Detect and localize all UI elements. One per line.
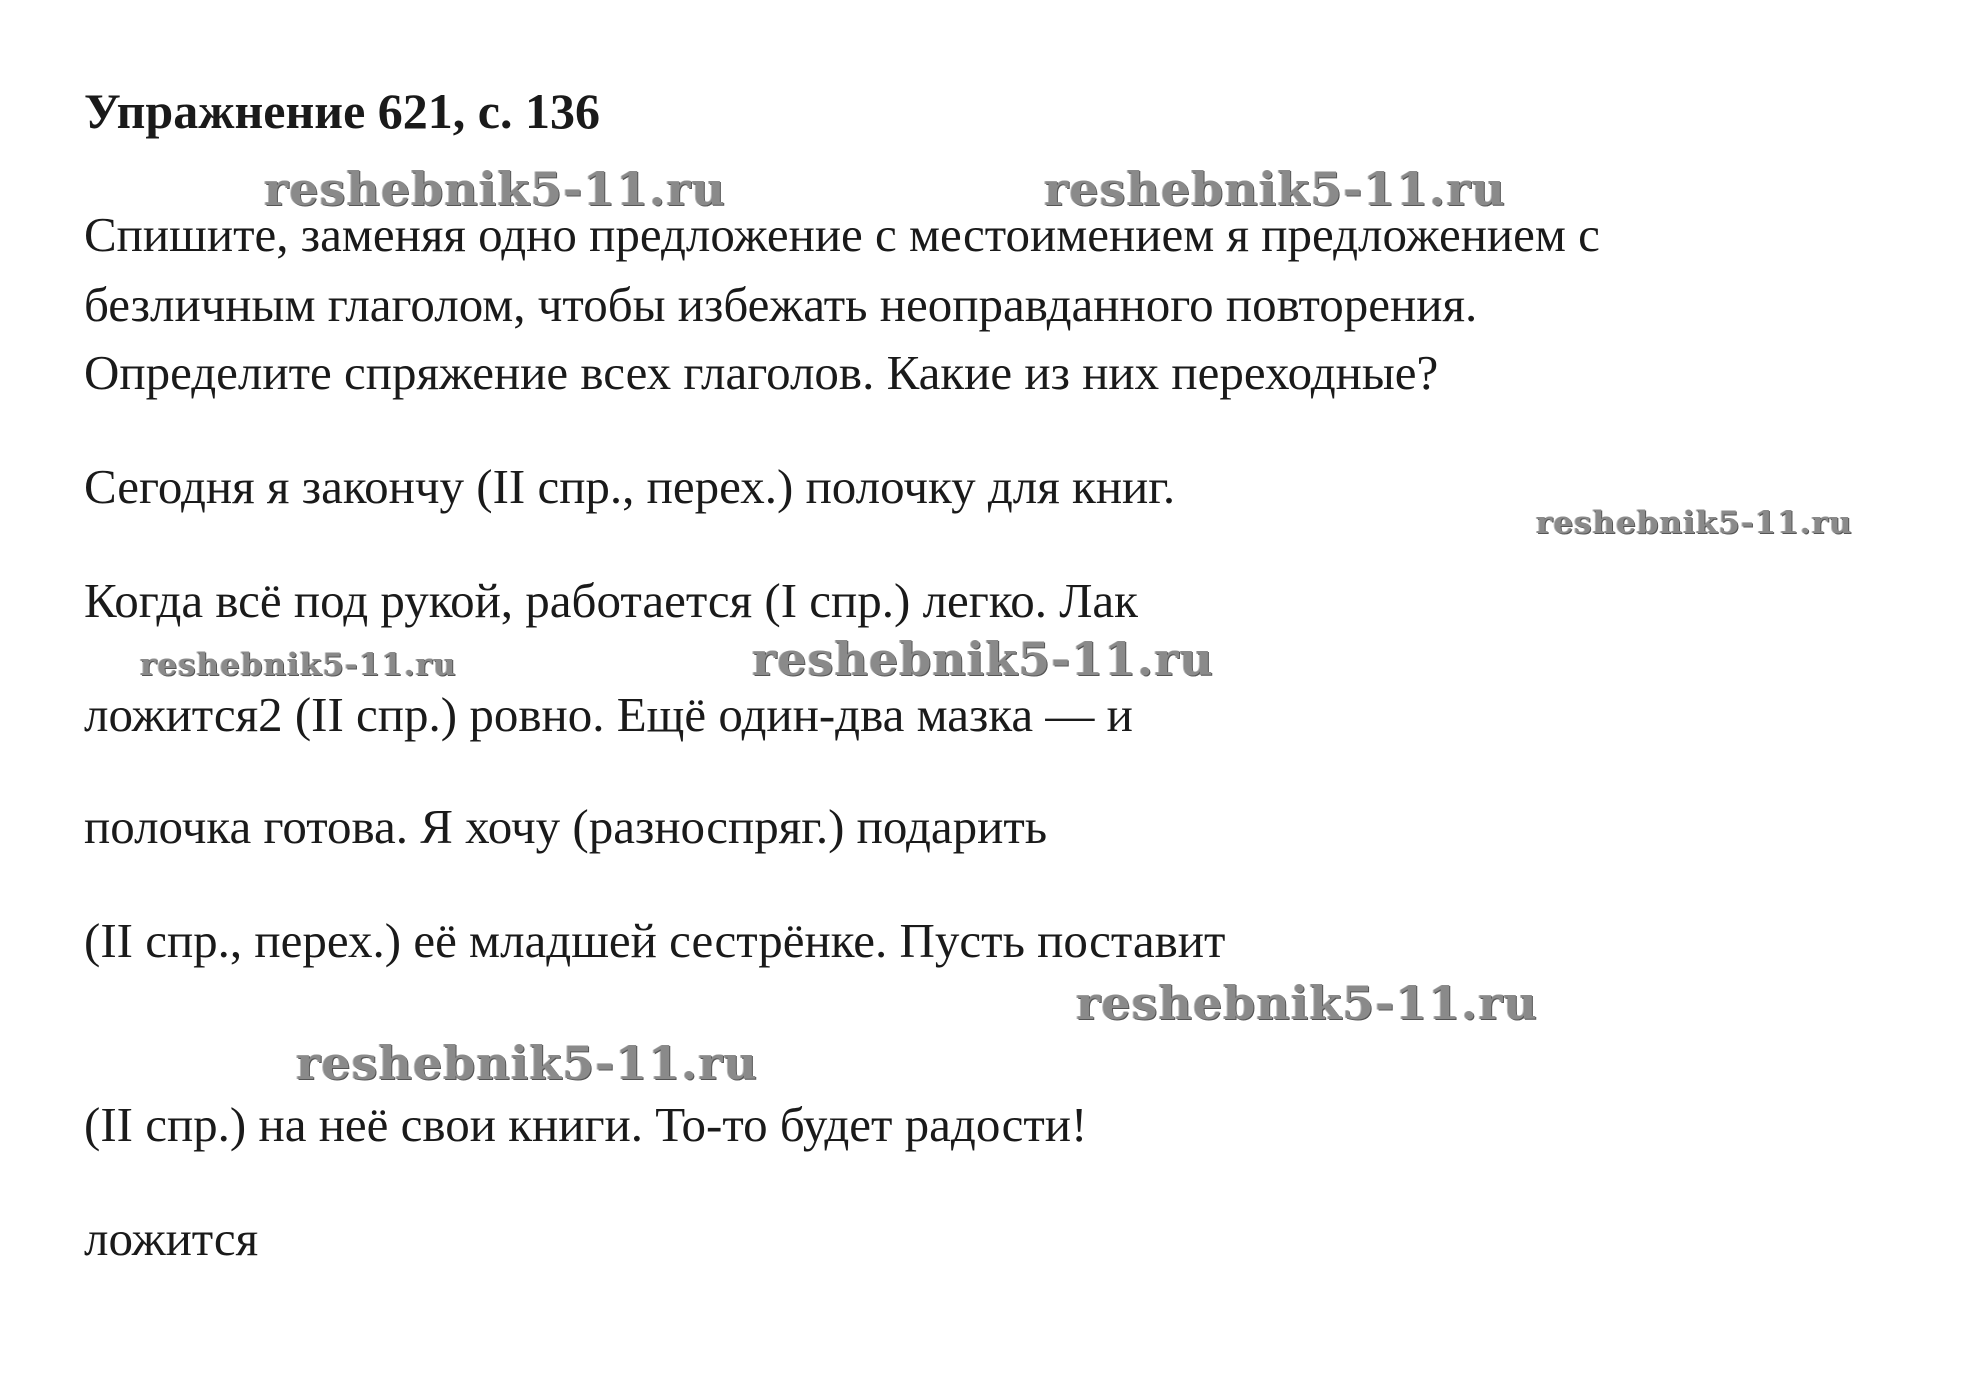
answer-line: Когда всё под рукой, работается (I спр.) легко. Лак (84, 573, 1138, 628)
watermark: reshebnik5-11.ru (140, 647, 457, 683)
answer-line: (II спр., перех.) её младшей сестрёнке. Пусть поставит (84, 913, 1226, 968)
answer-line: Сегодня я закончу (II спр., перех.) полочку для книг. (84, 459, 1176, 514)
watermark: reshebnik5-11.ru (264, 162, 726, 216)
watermark: reshebnik5-11.ru (296, 1036, 758, 1090)
answer-line: ложится (84, 1211, 259, 1266)
answer-line: ложится2 (II спр.) ровно. Ещё один-два мазка — и (84, 687, 1133, 742)
answer-line: (II спр.) на неё свои книги. То-то будет радости! (84, 1097, 1088, 1152)
watermark: reshebnik5-11.ru (1536, 505, 1853, 541)
exercise-title: Упражнение 621, с. 136 (84, 83, 600, 139)
watermark: reshebnik5-11.ru (1044, 162, 1506, 216)
watermark: reshebnik5-11.ru (752, 632, 1214, 686)
answer-line: полочка готова. Я хочу (разноспряг.) подарить (84, 799, 1048, 854)
task-line: Спишите, заменяя одно предложение с местоимением я предложением с (84, 207, 1600, 262)
task-line: безличным глаголом, чтобы избежать неоправданного повторения. (84, 277, 1478, 332)
watermark: reshebnik5-11.ru (1076, 976, 1538, 1030)
task-line: Определите спряжение всех глаголов. Какие из них переходные? (84, 345, 1439, 400)
